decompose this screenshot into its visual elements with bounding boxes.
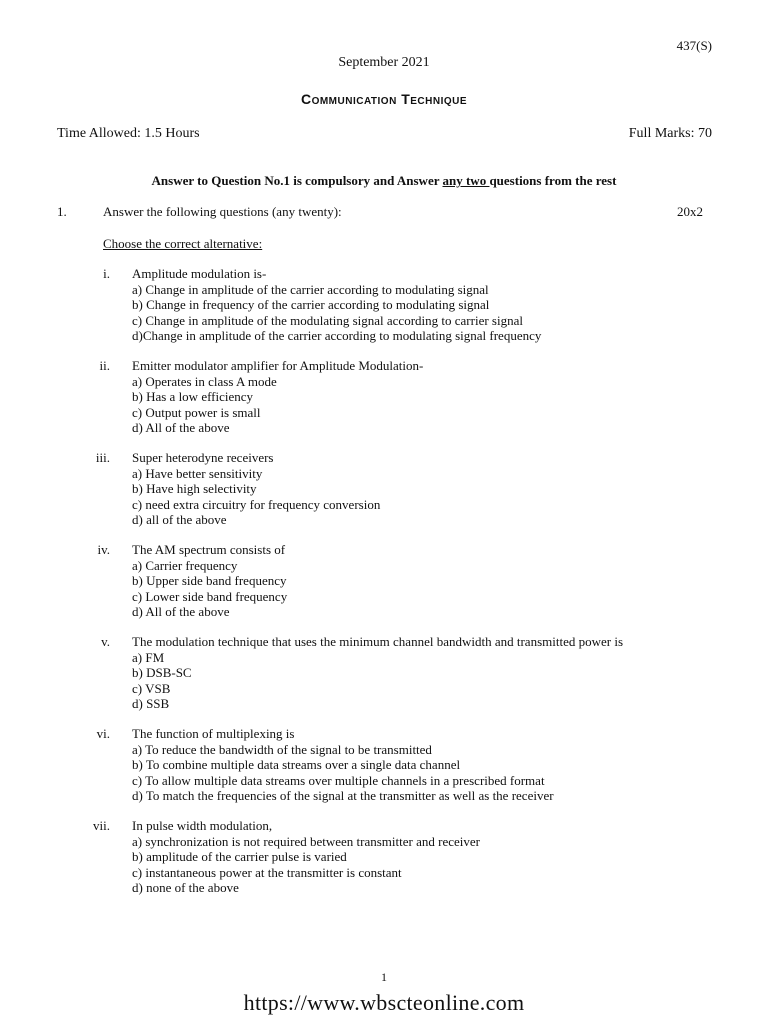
- question-body: [132, 266, 732, 344]
- question-roman-numeral: i.: [103, 266, 110, 281]
- question-stem: Super heterodyne receivers: [132, 450, 274, 465]
- answer-option: b) DSB-SC: [132, 665, 192, 681]
- answer-option: d) All of the above: [132, 604, 230, 620]
- question-number: 1.: [57, 204, 67, 219]
- answer-option: b) Has a low efficiency: [132, 389, 254, 405]
- question-marks: 20x2: [677, 204, 703, 219]
- question-body: [132, 450, 732, 528]
- answer-option: b) Change in frequency of the carrier according to modulating signal: [132, 297, 490, 313]
- question-stem: Amplitude modulation is-: [132, 266, 267, 281]
- answer-option: d) All of the above: [132, 420, 230, 436]
- answer-option: b) Have high selectivity: [132, 481, 257, 497]
- question-roman-numeral: vi.: [96, 726, 110, 741]
- exam-date: September 2021: [338, 55, 430, 70]
- answer-option: c) To allow multiple data streams over multiple channels in a prescribed format: [132, 772, 545, 788]
- answer-option: a) synchronization is not required between transmitter and receiver: [132, 833, 480, 849]
- section-heading: Choose the correct alternative:: [103, 236, 263, 251]
- instruction-underlined-text: any two: [442, 173, 490, 188]
- answer-option: d) none of the above: [132, 880, 239, 896]
- answer-option: c) need extra circuitry for frequency conversion: [132, 496, 381, 512]
- time-allowed: Time Allowed: 1.5 Hours: [57, 126, 200, 141]
- exam-instruction: [0, 173, 768, 189]
- question-stem: The function of multiplexing is: [132, 726, 295, 741]
- question-stem: Emitter modulator amplifier for Amplitude Modulation-: [132, 358, 424, 373]
- answer-option: a) To reduce the bandwidth of the signal to be transmitted: [132, 741, 432, 757]
- answer-option: a) Have better sensitivity: [132, 465, 263, 481]
- question-stem: The AM spectrum consists of: [132, 542, 286, 557]
- full-marks: Full Marks: 70: [628, 126, 712, 141]
- answer-option: d) To match the frequencies of the signal at the transmitter as well as the receiver: [132, 788, 554, 804]
- page-number: 1: [381, 970, 387, 984]
- answer-option: b) amplitude of the carrier pulse is varied: [132, 849, 347, 865]
- paper-code: 437(S): [676, 38, 712, 53]
- answer-option: d) SSB: [132, 696, 170, 712]
- question-text: Answer the following questions (any twenty):: [103, 204, 342, 219]
- question-stem: The modulation technique that uses the minimum channel bandwidth and transmitted power is: [132, 634, 624, 649]
- question-stem: In pulse width modulation,: [132, 818, 273, 833]
- website-url: https://www.wbscteonline.com: [243, 990, 525, 1015]
- answer-option: a) Operates in class A mode: [132, 373, 277, 389]
- subject-title: Communication Technique: [300, 91, 468, 107]
- question-roman-numeral: ii.: [99, 358, 110, 373]
- answer-option: d) all of the above: [132, 512, 227, 528]
- question-roman-numeral: iii.: [95, 450, 110, 465]
- answer-option: d)Change in amplitude of the carrier according to modulating signal frequency: [132, 328, 542, 344]
- answer-option: a) FM: [132, 649, 165, 665]
- question-body: [132, 358, 732, 436]
- question-body: [132, 726, 732, 804]
- answer-option: b) Upper side band frequency: [132, 573, 287, 589]
- answer-option: a) Carrier frequency: [132, 557, 238, 573]
- question-body: [132, 818, 732, 896]
- question-body: [132, 542, 732, 620]
- answer-option: c) Lower side band frequency: [132, 588, 288, 604]
- question-body: [132, 634, 732, 712]
- answer-option: c) VSB: [132, 680, 171, 696]
- answer-option: c) instantaneous power at the transmitter is constant: [132, 864, 402, 880]
- answer-option: a) Change in amplitude of the carrier according to modulating signal: [132, 281, 489, 297]
- question-roman-numeral: iv.: [97, 542, 110, 557]
- instruction-text-start: Answer to Question No.1 is compulsory and Answer: [151, 173, 443, 188]
- question-roman-numeral: vii.: [93, 818, 110, 833]
- answer-option: c) Output power is small: [132, 404, 261, 420]
- answer-option: b) To combine multiple data streams over a single data channel: [132, 757, 461, 773]
- question-roman-numeral: v.: [101, 634, 110, 649]
- instruction-text-end: questions from the rest: [489, 173, 617, 188]
- answer-option: c) Change in amplitude of the modulating signal according to carrier signal: [132, 312, 523, 328]
